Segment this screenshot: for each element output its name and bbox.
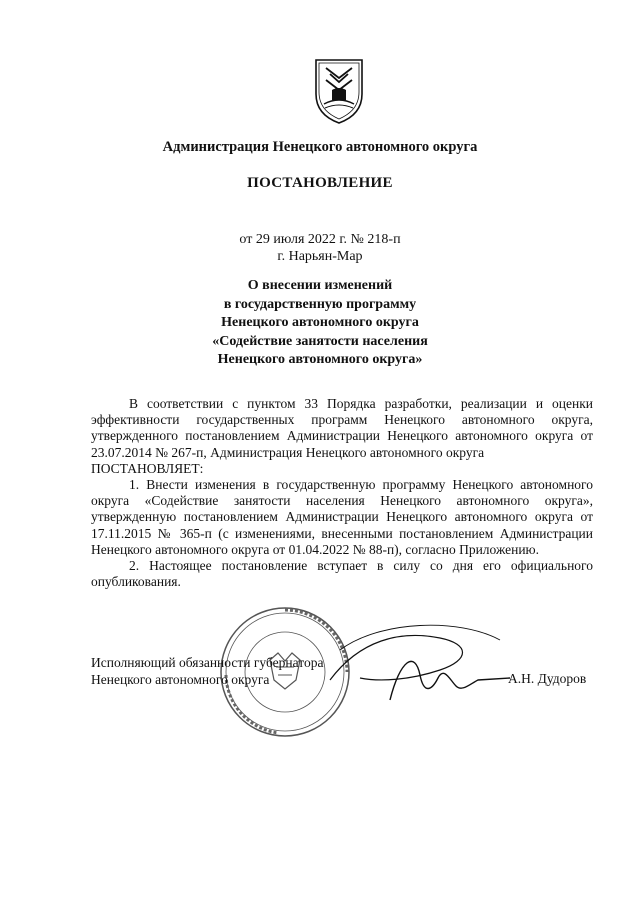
date-block [0,231,640,265]
document-type-title: ПОСТАНОВЛЕНИЕ [247,175,393,191]
signatory-name: А.Н. Дудоров [508,671,587,686]
item-1-paragraph: 1. Внести изменения в государственную программу Ненецкого автономного округа «Содействие занятости населения Ненецкого автономного округа», утвержденную постановлением Администрации Ненецкого автономного округа от 17.11.2015 № 365-п (с изменениями, внесенными постановлением Администрации Ненецкого автономного округа от 01.04.2022 № 88-п), согласно Приложению. [91,477,593,557]
item-2-paragraph: 2. Настоящее постановление вступает в силу со дня его официального опубликования. [91,558,593,590]
subject-line: Ненецкого автономного округа» [217,352,423,367]
position-line: Исполняющий обязанности губернатора [91,655,324,670]
place-line: г. Нарьян-Мар [277,249,363,264]
subject-line: Ненецкого автономного округа [221,315,419,330]
date-number-line: от 29 июля 2022 г. № 218-п [239,232,401,247]
nao-coat-of-arms-icon [312,56,366,126]
document-body [91,396,593,590]
position-line: Ненецкого автономного округа [91,671,270,687]
subject-line: «Содействие занятости населения [212,333,428,349]
document-subject [0,277,640,370]
subject-line: в государственную программу [223,296,417,312]
handwritten-signature-icon [320,620,520,715]
preamble-paragraph: В соответствии с пунктом 33 Порядка разработки, реализации и оценки эффективности государственных программ Ненецкого автономного округа, утвержденного постановлением Администрации Ненецкого автономного округа от 23.07.2014 № 267-п, Администрация Ненецкого автономного округа [91,396,593,460]
subject-line: О внесении изменений [247,278,393,293]
signatory-position [91,655,323,688]
agency-name: Администрация Ненецкого автономного округа [162,139,478,155]
decree-word: ПОСТАНОВЛЯЕТ: [91,460,204,476]
